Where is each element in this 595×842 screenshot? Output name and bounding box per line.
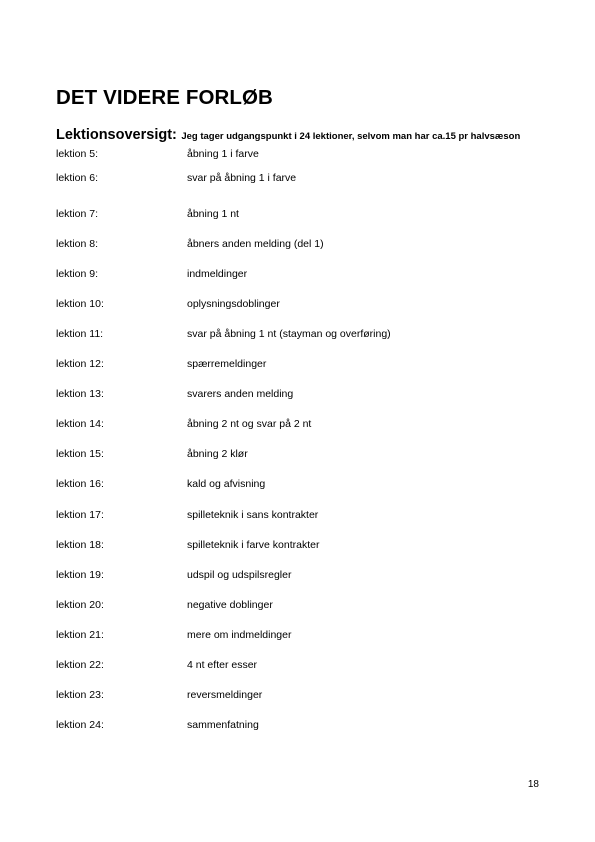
lesson-row — [56, 171, 516, 185]
lesson-topic: 4 nt efter esser — [187, 658, 258, 671]
lesson-row — [56, 688, 516, 702]
lesson-topic: åbners anden melding (del 1) — [187, 238, 324, 251]
lesson-number: lektion 19: — [56, 568, 104, 581]
lesson-row — [56, 628, 516, 642]
lesson-topic: åbning 1 nt — [187, 208, 239, 220]
lesson-topic: svar på åbning 1 i farve — [187, 172, 297, 184]
lesson-number: lektion 18: — [56, 538, 104, 551]
lesson-number: lektion 22: — [56, 658, 104, 671]
lesson-number: lektion 7: — [56, 208, 99, 220]
lesson-topic: oplysningsdoblinger — [187, 298, 280, 311]
lesson-number: lektion 10: — [56, 298, 104, 311]
lesson-number: lektion 16: — [56, 478, 104, 491]
lesson-number: lektion 9: — [56, 268, 99, 281]
lesson-topic: reversmeldinger — [187, 688, 263, 701]
lesson-number: lektion 6: — [56, 172, 99, 184]
lesson-row — [56, 447, 516, 461]
lesson-topic: åbning 2 nt og svar på 2 nt — [187, 418, 312, 431]
lesson-number: lektion 14: — [56, 418, 104, 431]
lesson-topic: negative doblinger — [187, 598, 273, 611]
lesson-row — [56, 387, 516, 401]
page-number: 18 — [527, 779, 539, 790]
lesson-number: lektion 20: — [56, 598, 104, 611]
lesson-topic: kald og afvisning — [187, 478, 266, 491]
lesson-row — [56, 718, 516, 732]
lesson-topic: spærremeldinger — [187, 358, 267, 371]
lesson-number: lektion 13: — [56, 388, 104, 401]
lesson-topic: spilleteknik i sans kontrakter — [187, 508, 319, 521]
lesson-number: lektion 23: — [56, 688, 104, 701]
lesson-topic: spilleteknik i farve kontrakter — [187, 538, 320, 551]
lesson-number: lektion 15: — [56, 448, 104, 461]
lesson-row — [56, 598, 516, 612]
lesson-number: lektion 21: — [56, 628, 104, 641]
lesson-row — [56, 147, 516, 161]
lesson-topic: udspil og udspilsregler — [187, 568, 292, 581]
lesson-number: lektion 5: — [56, 148, 99, 160]
lesson-topic: indmeldinger — [187, 268, 248, 281]
lesson-topic: sammenfatning — [187, 718, 259, 731]
lesson-topic: svarers anden melding — [187, 388, 294, 401]
lesson-row — [56, 267, 516, 281]
lesson-row — [56, 568, 516, 582]
lesson-number: lektion 17: — [56, 508, 104, 521]
lesson-topic: svar på åbning 1 nt (stayman og overføring) — [187, 328, 391, 341]
lesson-number: lektion 11: — [56, 328, 104, 341]
lesson-row — [56, 538, 516, 552]
lesson-row — [56, 477, 516, 491]
lesson-overview-heading — [56, 126, 520, 144]
subtitle-note: Jeg tager udgangspunkt i 24 lektioner, selvom man har ca.15 pr halvsæson — [181, 131, 521, 142]
lesson-number: lektion 24: — [56, 718, 104, 731]
lesson-row — [56, 237, 516, 251]
page-title: DET VIDERE FORLØB — [56, 86, 273, 109]
lesson-row — [56, 658, 516, 672]
lesson-row — [56, 297, 516, 311]
lesson-row — [56, 207, 516, 221]
lesson-number: lektion 12: — [56, 358, 104, 371]
lesson-row — [56, 357, 516, 371]
lesson-row — [56, 327, 516, 341]
lesson-topic: mere om indmeldinger — [187, 628, 292, 641]
lesson-number: lektion 8: — [56, 238, 99, 251]
lesson-topic: åbning 1 i farve — [187, 148, 259, 160]
lesson-topic: åbning 2 klør — [187, 448, 248, 461]
subtitle: Lektionsoversigt: — [56, 127, 177, 143]
lesson-row — [56, 417, 516, 431]
lesson-row — [56, 508, 516, 522]
